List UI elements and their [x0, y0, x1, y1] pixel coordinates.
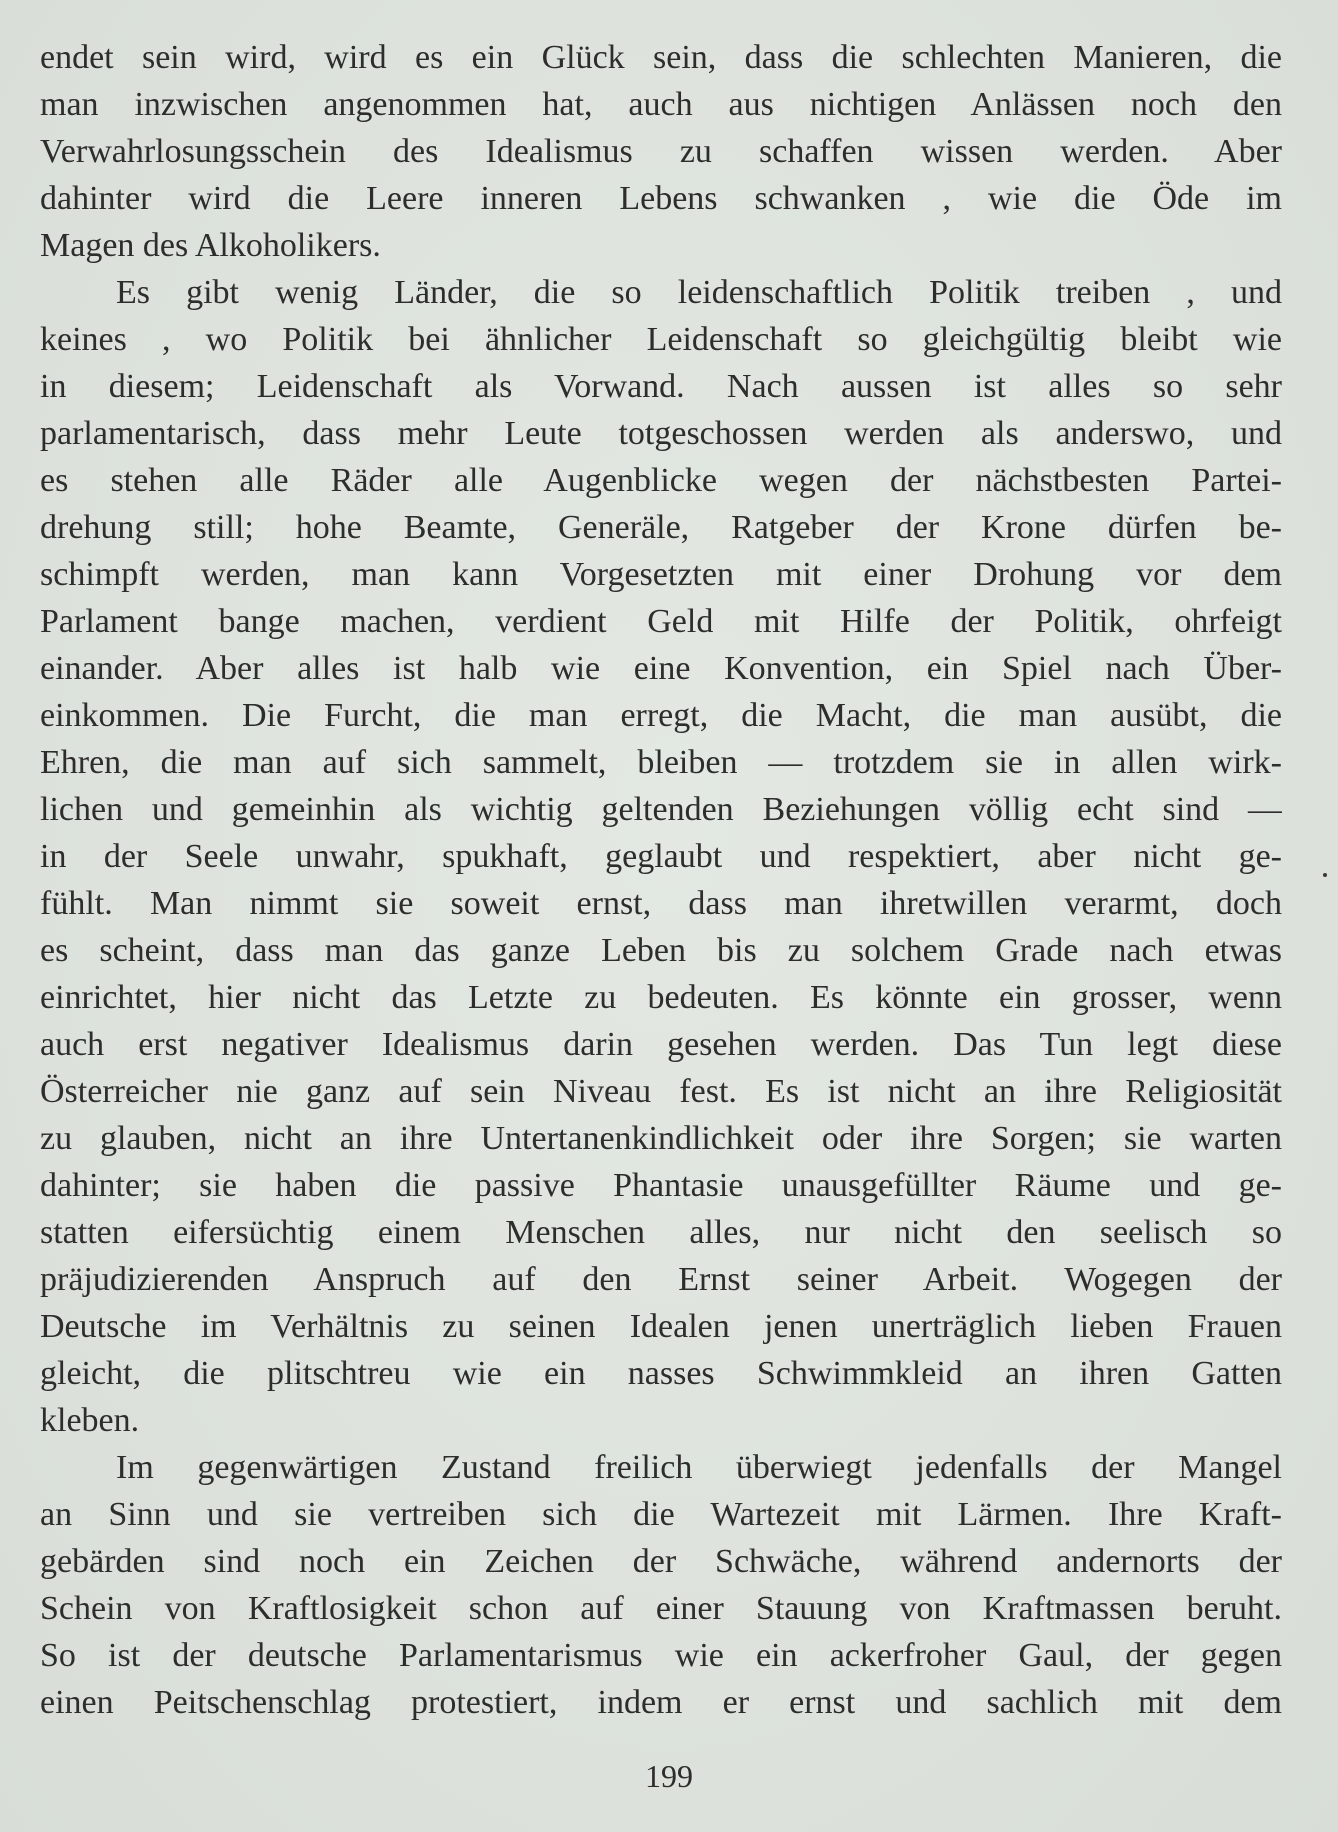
text-line: statten eifersüchtig einem Menschen alles, nur nicht den seelisch so	[40, 1214, 1282, 1251]
text-line: Es gibt wenig Länder, die so leidenschaftlich Politik treiben , und	[116, 274, 1282, 311]
text-line: einrichtet, hier nicht das Letzte zu bedeuten. Es könnte ein grosser, wenn	[40, 979, 1282, 1016]
text-line: auch erst negativer Idealismus darin gesehen werden. Das Tun legt diese	[40, 1026, 1282, 1063]
text-line: So ist der deutsche Parlamentarismus wie ein ackerfroher Gaul, der gegen	[40, 1637, 1282, 1674]
text-line: dahinter wird die Leere inneren Lebens schwanken , wie die Öde im	[40, 180, 1282, 217]
text-line: es scheint, dass man das ganze Leben bis zu solchem Grade nach etwas	[40, 932, 1282, 969]
text-line: einander. Aber alles ist halb wie eine Konvention, ein Spiel nach Über-	[40, 650, 1282, 687]
text-line: Schein von Kraftlosigkeit schon auf einer Stauung von Kraftmassen beruht.	[40, 1590, 1282, 1627]
body-text	[40, 34, 1282, 1726]
text-line: keines , wo Politik bei ähnlicher Leidenschaft so gleichgültig bleibt wie	[40, 321, 1282, 358]
text-line: kleben.	[40, 1402, 140, 1439]
text-line: einkommen. Die Furcht, die man erregt, die Macht, die man ausübt, die	[40, 697, 1282, 734]
text-line: zu glauben, nicht an ihre Untertanenkindlichkeit oder ihre Sorgen; sie warten	[40, 1120, 1282, 1157]
text-line: drehung still; hohe Beamte, Generäle, Ratgeber der Krone dürfen be-	[40, 509, 1282, 546]
text-line: gebärden sind noch ein Zeichen der Schwäche, während andernorts der	[40, 1543, 1282, 1580]
text-line: präjudizierenden Anspruch auf den Ernst seiner Arbeit. Wogegen der	[40, 1261, 1282, 1298]
text-line: parlamentarisch, dass mehr Leute totgeschossen werden als anderswo, und	[40, 415, 1282, 452]
text-line: in der Seele unwahr, spukhaft, geglaubt und respektiert, aber nicht ge-	[40, 838, 1282, 875]
text-line: in diesem; Leidenschaft als Vorwand. Nach aussen ist alles so sehr	[40, 368, 1282, 405]
page-number: 199	[645, 1758, 693, 1794]
text-line: man inzwischen angenommen hat, auch aus nichtigen Anlässen noch den	[40, 86, 1282, 123]
text-line: Magen des Alkoholikers.	[40, 227, 381, 264]
text-line: Ehren, die man auf sich sammelt, bleiben — trotzdem sie in allen wirk-	[40, 744, 1282, 781]
text-line: Parlament bange machen, verdient Geld mit Hilfe der Politik, ohrfeigt	[40, 603, 1282, 640]
text-line: Im gegenwärtigen Zustand freilich überwiegt jedenfalls der Mangel	[116, 1449, 1282, 1486]
text-line: fühlt. Man nimmt sie soweit ernst, dass man ihretwillen verarmt, doch	[40, 885, 1282, 922]
text-line: endet sein wird, wird es ein Glück sein, dass die schlechten Manieren, die	[40, 39, 1282, 76]
text-line: es stehen alle Räder alle Augenblicke wegen der nächstbesten Partei-	[40, 462, 1282, 499]
text-line: Österreicher nie ganz auf sein Niveau fest. Es ist nicht an ihre Religiosität	[40, 1073, 1282, 1110]
paragraph-2	[40, 269, 1282, 1444]
edge-mark	[1323, 873, 1327, 877]
text-line: Verwahrlosungsschein des Idealismus zu schaffen wissen werden. Aber	[40, 133, 1282, 170]
text-line: dahinter; sie haben die passive Phantasie unausgefüllter Räume und ge-	[40, 1167, 1282, 1204]
paragraph-3	[40, 1444, 1282, 1726]
text-line: lichen und gemeinhin als wichtig geltenden Beziehungen völlig echt sind —	[40, 791, 1282, 828]
text-line: einen Peitschenschlag protestiert, indem er ernst und sachlich mit dem	[40, 1684, 1282, 1721]
text-line: schimpft werden, man kann Vorgesetzten mit einer Drohung vor dem	[40, 556, 1282, 593]
text-line: gleicht, die plitschtreu wie ein nasses Schwimmkleid an ihren Gatten	[40, 1355, 1282, 1392]
text-line: Deutsche im Verhältnis zu seinen Idealen jenen unerträglich lieben Frauen	[40, 1308, 1282, 1345]
text-line: an Sinn und sie vertreiben sich die Wartezeit mit Lärmen. Ihre Kraft-	[40, 1496, 1282, 1533]
paragraph-1	[40, 34, 1282, 269]
